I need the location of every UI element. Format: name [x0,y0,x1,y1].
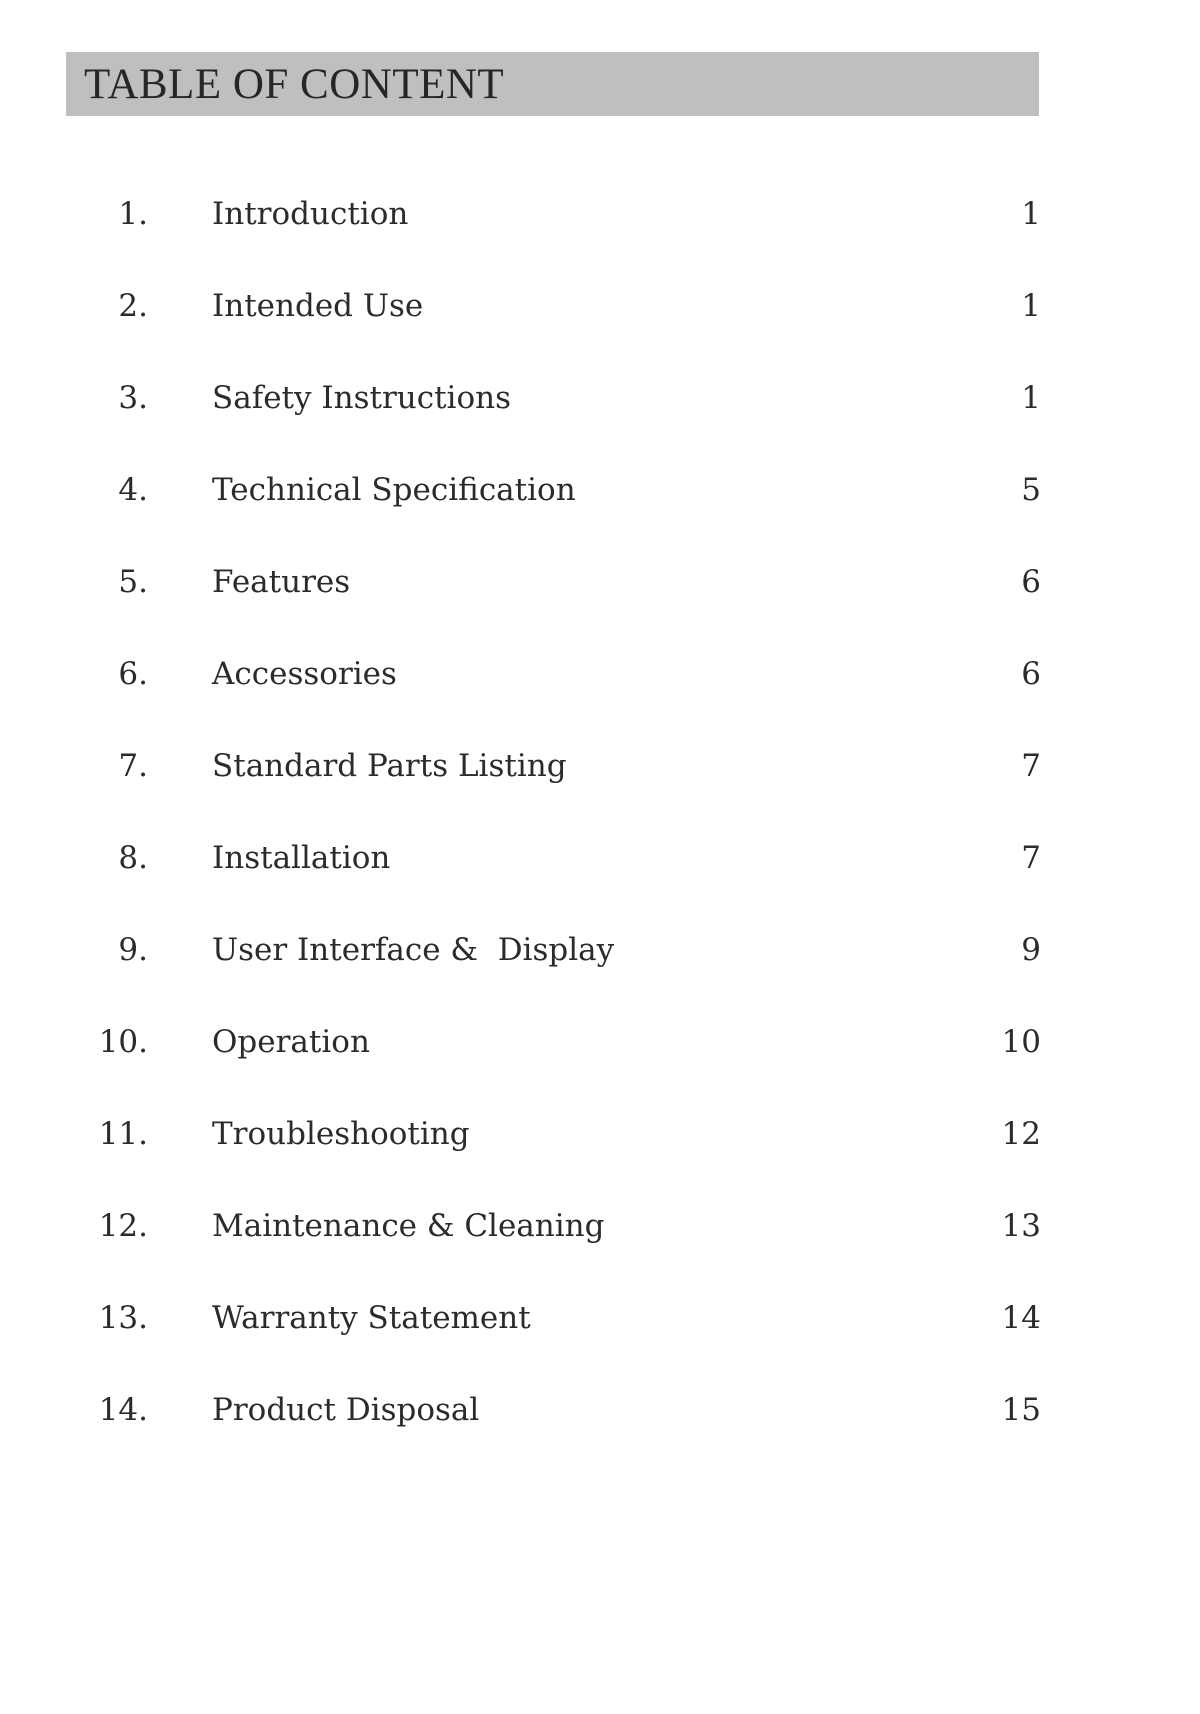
toc-entry-page: 14 [1001,1300,1041,1336]
toc-entry-label: Introduction [212,196,409,232]
list-item[interactable] [66,1024,1041,1116]
list-item[interactable] [66,1392,1041,1484]
toc-entry-number: 5. [118,564,148,600]
toc-entry-page: 5 [1021,472,1041,508]
toc-entry-label: User Interface & Display [212,932,615,968]
toc-entry-page: 7 [1021,748,1041,784]
toc-entry-label: Warranty Statement [212,1300,531,1336]
list-item[interactable] [66,472,1041,564]
toc-entry-label: Troubleshooting [212,1116,470,1152]
list-item[interactable] [66,1116,1041,1208]
toc-entry-number: 3. [118,380,148,416]
toc-entry-page: 6 [1021,656,1041,692]
toc-entry-number: 9. [118,932,148,968]
toc-entry-label: Operation [212,1024,370,1060]
table-of-content-list [66,196,1041,1484]
toc-entry-page: 7 [1021,840,1041,876]
toc-entry-label: Safety Instructions [212,380,511,416]
toc-entry-number: 14. [98,1392,148,1428]
list-item[interactable] [66,932,1041,1024]
list-item[interactable] [66,380,1041,472]
list-item[interactable] [66,1300,1041,1392]
toc-entry-number: 6. [118,656,148,692]
toc-entry-number: 7. [118,748,148,784]
list-item[interactable] [66,748,1041,840]
list-item[interactable] [66,656,1041,748]
page-title: TABLE OF CONTENT [84,60,505,108]
toc-entry-number: 10. [98,1024,148,1060]
toc-entry-number: 1. [118,196,148,232]
toc-entry-page: 6 [1021,564,1041,600]
toc-entry-number: 8. [118,840,148,876]
toc-entry-number: 4. [118,472,148,508]
toc-entry-page: 12 [1001,1116,1041,1152]
list-item[interactable] [66,196,1041,288]
toc-entry-label: Installation [212,840,391,876]
toc-entry-number: 13. [98,1300,148,1336]
toc-entry-page: 15 [1001,1392,1041,1428]
toc-entry-label: Technical Specification [212,472,576,508]
toc-entry-label: Accessories [212,656,397,692]
toc-entry-label: Intended Use [212,288,424,324]
list-item[interactable] [66,564,1041,656]
toc-entry-page: 10 [1001,1024,1041,1060]
toc-entry-number: 12. [98,1208,148,1244]
list-item[interactable] [66,1208,1041,1300]
table-of-content-header-band [66,52,1039,116]
toc-entry-page: 9 [1021,932,1041,968]
toc-entry-label: Product Disposal [212,1392,480,1428]
toc-entry-page: 13 [1001,1208,1041,1244]
toc-entry-number: 2. [118,288,148,324]
toc-entry-page: 1 [1021,380,1041,416]
toc-entry-number: 11. [98,1116,148,1152]
list-item[interactable] [66,840,1041,932]
list-item[interactable] [66,288,1041,380]
toc-entry-page: 1 [1021,196,1041,232]
toc-entry-label: Standard Parts Listing [212,748,567,784]
toc-entry-label: Features [212,564,351,600]
toc-entry-label: Maintenance & Cleaning [212,1208,605,1244]
toc-entry-page: 1 [1021,288,1041,324]
